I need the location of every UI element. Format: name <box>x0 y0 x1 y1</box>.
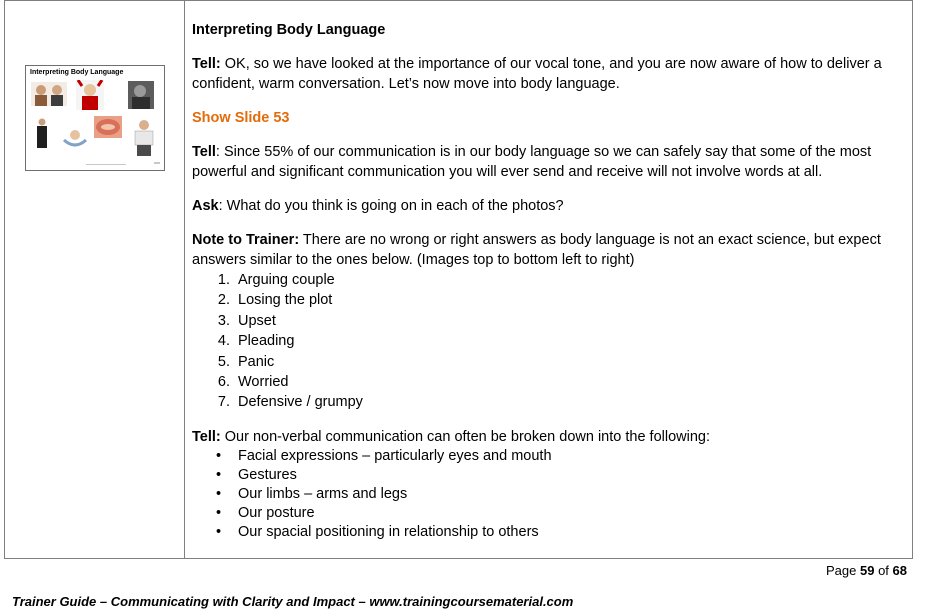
photo-upset <box>128 81 154 109</box>
document-footer: Trainer Guide – Communicating with Clarity and Impact – www.trainingcoursematerial.com <box>12 594 574 609</box>
column-divider <box>184 0 185 559</box>
list-item: 6. Worried <box>217 373 289 390</box>
list-item: 3. Upset <box>217 312 276 329</box>
slide-thumbnail <box>25 65 165 171</box>
tell-paragraph-1: Tell: OK, so we have looked at the importance of our vocal tone, and you are now aware of how to deliver a confident, warm conversation. Let’s now move into body language. <box>192 56 882 92</box>
page-number: Page 59 of 68 <box>826 563 907 578</box>
tell-label: Tell: <box>192 56 221 72</box>
list-item: 2. Losing the plot <box>217 292 333 309</box>
list-item: • Gestures <box>192 466 904 485</box>
section-content <box>192 20 904 542</box>
slide-thumbnail-footer <box>86 164 126 165</box>
answers-list <box>192 270 904 413</box>
tell-paragraph-3: Tell: Our non-verbal communication can often be broken down into the following: <box>192 428 710 445</box>
nonverbal-list <box>192 447 904 542</box>
list-item: • Facial expressions – particularly eyes and mouth <box>192 447 904 466</box>
tell-label: Tell: <box>192 428 221 445</box>
note-to-trainer: Note to Trainer: There are no wrong or right answers as body language is not an exact science, but expect answers similar to the ones below. (Images top to bottom left to right) <box>192 232 881 268</box>
photo-losing-the-plot <box>76 80 104 110</box>
photo-arguing-couple <box>31 82 67 106</box>
photo-worried <box>94 116 122 138</box>
list-item: • Our posture <box>192 504 904 523</box>
tell-paragraph-2: Tell: Since 55% of our communication is in our body language so we can safely say that some of the most powerful and significant communication you will ever send and receive will not involve words at all. <box>192 144 872 180</box>
list-item: • Our spacial positioning in relationship to others <box>192 523 904 542</box>
section-title: Interpreting Body Language <box>192 22 386 38</box>
slide-thumbnail-title: Interpreting Body Language <box>30 69 124 76</box>
note-label: Note to Trainer: <box>192 232 300 248</box>
ask-label: Ask <box>192 198 219 214</box>
list-item: 4. Pleading <box>217 333 295 350</box>
list-item: 5. Panic <box>217 353 275 370</box>
list-item: 1. Arguing couple <box>217 272 335 288</box>
list-item: 7. Defensive / grumpy <box>217 394 363 411</box>
tell-label: Tell <box>192 144 216 160</box>
photo-defensive-grumpy <box>132 118 156 156</box>
list-item: • Our limbs – arms and legs <box>192 485 904 504</box>
photo-pleading <box>34 118 50 148</box>
slide-thumbnail-number <box>154 162 160 164</box>
show-slide-instruction: Show Slide 53 <box>192 110 290 126</box>
ask-paragraph: Ask: What do you think is going on in each of the photos? <box>192 198 564 214</box>
photo-panic <box>62 128 88 148</box>
